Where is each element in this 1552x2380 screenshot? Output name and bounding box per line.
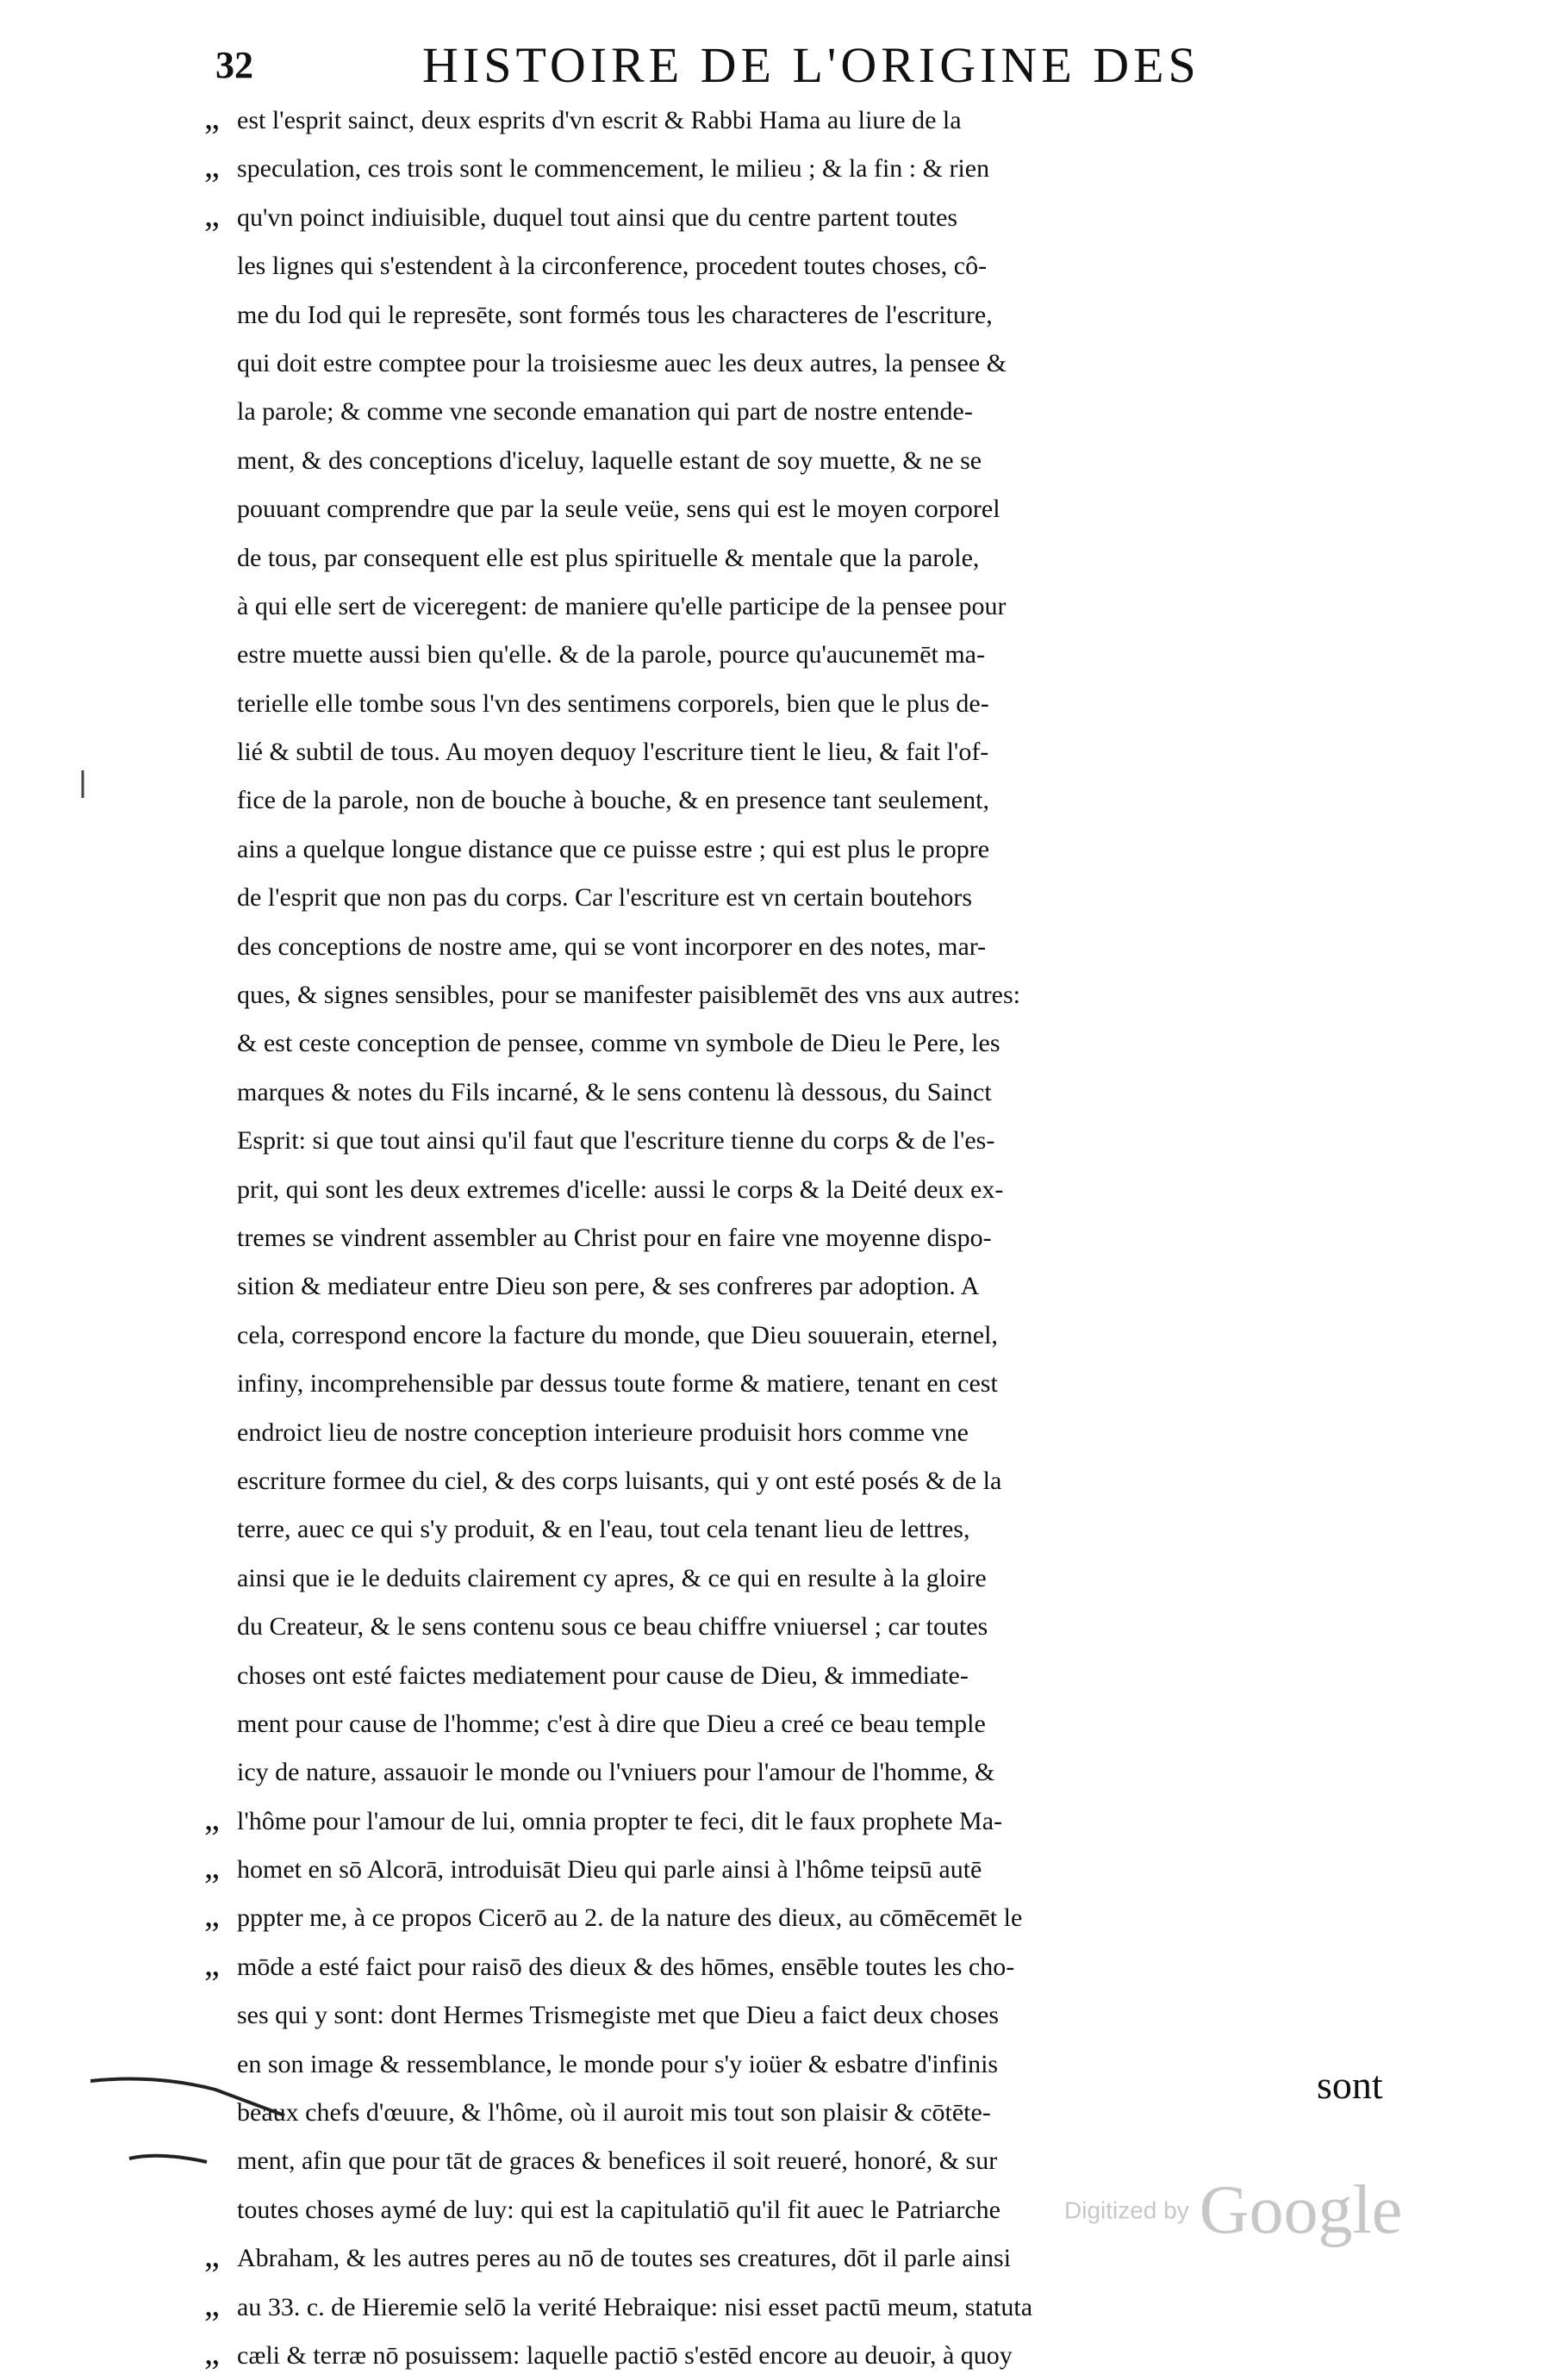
text-line: „ pppter me, à ce propos Cicerō au 2. de la nature des dieux, au cōmēcemēt le xyxy=(185,1894,1426,1942)
text-line: beaux chefs d'œuure, & l'hôme, où il auroit mis tout son plaisir & cōtēte- xyxy=(237,2098,991,2128)
text-line: infiny, incomprehensible par dessus toute forme & matiere, tenant en cest xyxy=(237,1369,998,1399)
watermark-prefix: Digitized by xyxy=(1064,2196,1189,2224)
text-line: en son image & ressemblance, le monde pour s'y ioüer & esbatre d'infinis xyxy=(237,2049,999,2078)
text-line: du Createur, & le sens contenu sous ce beau chiffre vniuersel ; car toutes xyxy=(237,1612,988,1642)
text-line: „ speculation, ces trois sont le commencement, le milieu ; & la fin : & rien xyxy=(185,145,1426,193)
digitized-watermark xyxy=(1064,2171,1402,2250)
text-line: „ cæli & terræ nō posuissem: laquelle pactiō s'estēd encore au deuoir, à quoy xyxy=(185,2332,1426,2380)
text-line: Esprit: si que tout ainsi qu'il faut que l'escriture tienne du corps & de l'es- xyxy=(237,1126,995,1156)
text-line: ses qui y sont: dont Hermes Trismegiste met que Dieu a faict deux choses xyxy=(237,2001,1000,2030)
text-line: estre muette aussi bien qu'elle. & de la parole, pource qu'aucunemēt ma- xyxy=(237,640,985,670)
text-line: des conceptions de nostre ame, qui se vont incorporer en des notes, mar- xyxy=(237,931,987,961)
text-line: tremes se vindrent assembler au Christ pour en faire vne moyenne dispo- xyxy=(237,1223,992,1252)
text-line: les lignes qui s'estendent à la circonference, procedent toutes choses, cô- xyxy=(237,252,988,281)
text-line: fice de la parole, non de bouche à bouche, & en presence tant seulement, xyxy=(237,786,989,815)
text-line: terielle elle tombe sous l'vn des sentimens corporels, bien que le plus de- xyxy=(237,688,989,718)
text-line: à qui elle sert de viceregent: de maniere qu'elle participe de la pensee pour xyxy=(237,591,1007,620)
text-line: icy de nature, assauoir le monde ou l'vniuers pour l'amour de l'homme, & xyxy=(237,1758,995,1787)
text-line: ainsi que ie le deduits clairement cy apres, & ce qui en resulte à la gloire xyxy=(237,1563,987,1592)
text-line: choses ont esté faictes mediatement pour cause de Dieu, & immediate- xyxy=(237,1660,969,1690)
catchword: sont xyxy=(1317,2063,1383,2107)
text-line: „ qu'vn poinct indiuisible, duquel tout ainsi que du centre partent toutes xyxy=(185,194,1426,242)
running-head xyxy=(215,36,1284,105)
google-logo: Google xyxy=(1199,2172,1403,2248)
margin-tick-mark xyxy=(74,767,91,801)
text-line: ques, & signes sensibles, pour se manifester paisiblemēt des vns aux autres: xyxy=(237,981,1020,1010)
text-line: & est ceste conception de pensee, comme vn symbole de Dieu le Pere, les xyxy=(237,1029,1000,1058)
text-line: lié & subtil de tous. Au moyen dequoy l'escriture tient le lieu, & fait l'of- xyxy=(237,738,989,767)
text-line: „ homet en sō Alcorā, introduisāt Dieu qui parle ainsi à l'hôme teipsū autē xyxy=(185,1846,1426,1894)
text-line: ment pour cause de l'homme; c'est à dire que Dieu a creé ce beau temple xyxy=(237,1709,986,1738)
text-line: escriture formee du ciel, & des corps luisants, qui y ont esté posés & de la xyxy=(237,1466,1002,1495)
text-line: terre, auec ce qui s'y produit, & en l'eau, tout cela tenant lieu de lettres, xyxy=(237,1515,970,1544)
text-line: „ Abraham, & les autres peres au nō de toutes ses creatures, dōt il parle ainsi xyxy=(185,2234,1426,2283)
text-line: ains a quelque longue distance que ce puisse estre ; qui est plus le propre xyxy=(237,834,990,863)
text-line: de l'esprit que non pas du corps. Car l'escriture est vn certain boutehors xyxy=(237,883,973,913)
text-line: ment, & des conceptions d'iceluy, laquelle estant de soy muette, & ne se xyxy=(237,445,982,475)
text-line: „ au 33. c. de Hieremie selō la verité Hebraique: nisi esset pactū meum, statuta xyxy=(185,2283,1426,2332)
text-line: ment, afin que pour tāt de graces & benefices il soit reueré, honoré, & sur xyxy=(237,2146,998,2176)
text-line: sition & mediateur entre Dieu son pere, & ses confreres par adoption. A xyxy=(237,1272,980,1301)
text-line: cela, correspond encore la facture du monde, que Dieu souuerain, eternel, xyxy=(237,1320,998,1349)
page-number: 32 xyxy=(215,44,253,86)
text-line: „ est l'esprit sainct, deux esprits d'vn escrit & Rabbi Hama au liure de la xyxy=(185,97,1426,145)
text-line: qui doit estre comptee pour la troisiesme auec les deux autres, la pensee & xyxy=(237,348,1007,377)
text-line: la parole; & comme vne seconde emanation qui part de nostre entende- xyxy=(237,397,973,427)
running-title: HISTOIRE DE L'ORIGINE DES xyxy=(422,37,1200,93)
body-text xyxy=(185,97,1426,2380)
text-line: pouuant comprendre que par la seule veüe, sens qui est le moyen corporel xyxy=(237,495,1000,524)
text-line: prit, qui sont les deux extremes d'icelle: aussi le corps & la Deité deux ex- xyxy=(237,1174,1004,1204)
text-line: „ l'hôme pour l'amour de lui, omnia propter te feci, dit le faux prophete Ma- xyxy=(185,1797,1426,1846)
margin-stroke-mark xyxy=(86,2055,293,2124)
text-line: me du Iod qui le represēte, sont formés tous les characteres de l'escriture, xyxy=(237,300,993,329)
text-line: „ mōde a esté faict pour raisō des dieux & des hōmes, ensēble toutes les cho- xyxy=(185,1943,1426,1991)
text-line: marques & notes du Fils incarné, & le sens contenu là dessous, du Sainct xyxy=(237,1077,992,1106)
margin-dash-mark xyxy=(125,2141,211,2176)
text-line: endroict lieu de nostre conception interieure produisit hors comme vne xyxy=(237,1417,969,1447)
text-line: toutes choses aymé de luy: qui est la capitulatiō qu'il fit auec le Patriarche xyxy=(237,2195,1000,2224)
text-line: de tous, par consequent elle est plus spirituelle & mentale que la parole, xyxy=(237,543,980,572)
